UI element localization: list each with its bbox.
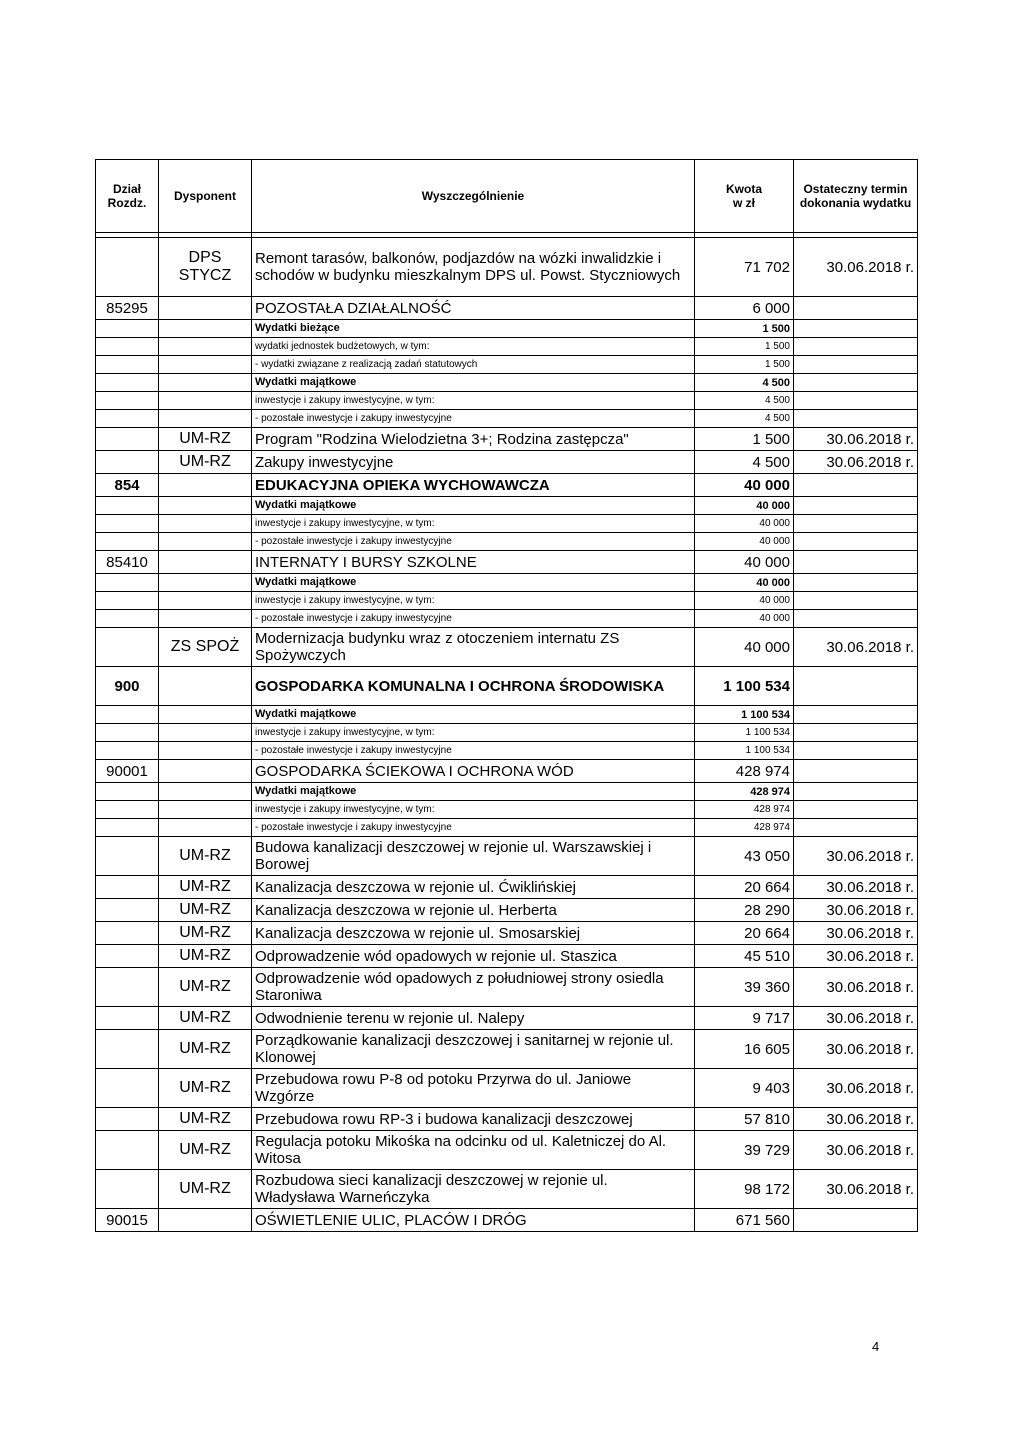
row-dysponent	[159, 533, 252, 551]
row-amount: 428 974	[695, 801, 794, 819]
row-description: Wydatki majątkowe	[252, 374, 695, 392]
row-description: - pozostałe inwestycje i zakupy inwestycyjne	[252, 610, 695, 628]
row-dzial	[96, 945, 159, 968]
row-deadline: 30.06.2018 r.	[794, 922, 918, 945]
row-description: Wydatki majątkowe	[252, 497, 695, 515]
row-dysponent	[159, 574, 252, 592]
row-dzial	[96, 356, 159, 374]
table-row	[96, 899, 918, 922]
table-row	[96, 801, 918, 819]
row-amount: 43 050	[695, 837, 794, 876]
row-dysponent	[159, 410, 252, 428]
row-deadline	[794, 1209, 918, 1232]
table-row	[96, 667, 918, 706]
table-row	[96, 451, 918, 474]
row-dysponent: DPS STYCZ	[159, 238, 252, 297]
row-amount: 28 290	[695, 899, 794, 922]
row-dzial	[96, 610, 159, 628]
row-dzial	[96, 374, 159, 392]
row-deadline	[794, 392, 918, 410]
row-deadline	[794, 610, 918, 628]
row-deadline	[794, 783, 918, 801]
header-dzial: Dział Rozdz.	[96, 160, 159, 233]
row-description: inwestycje i zakupy inwestycyjne, w tym:	[252, 724, 695, 742]
table-row	[96, 876, 918, 899]
row-deadline: 30.06.2018 r.	[794, 451, 918, 474]
table-row	[96, 1170, 918, 1209]
row-amount: 1 500	[695, 320, 794, 338]
row-amount: 45 510	[695, 945, 794, 968]
row-deadline	[794, 760, 918, 783]
row-amount: 16 605	[695, 1030, 794, 1069]
row-dysponent: UM-RZ	[159, 1170, 252, 1209]
row-amount: 4 500	[695, 410, 794, 428]
row-amount: 428 974	[695, 819, 794, 837]
header-termin: Ostateczny termin dokonania wydatku	[794, 160, 918, 233]
row-amount: 4 500	[695, 374, 794, 392]
row-amount: 1 500	[695, 428, 794, 451]
table-row	[96, 706, 918, 724]
row-dzial	[96, 819, 159, 837]
table-row	[96, 837, 918, 876]
row-deadline: 30.06.2018 r.	[794, 1108, 918, 1131]
row-amount: 1 500	[695, 356, 794, 374]
row-deadline	[794, 320, 918, 338]
row-deadline: 30.06.2018 r.	[794, 837, 918, 876]
row-dzial	[96, 706, 159, 724]
table-row	[96, 783, 918, 801]
row-dzial	[96, 783, 159, 801]
row-dzial	[96, 338, 159, 356]
header-wyszczegolnienie: Wyszczególnienie	[252, 160, 695, 233]
row-dysponent	[159, 392, 252, 410]
row-dysponent	[159, 338, 252, 356]
table-row	[96, 592, 918, 610]
row-description: Kanalizacja deszczowa w rejonie ul. Ćwiklińskiej	[252, 876, 695, 899]
row-amount: 57 810	[695, 1108, 794, 1131]
row-description: GOSPODARKA ŚCIEKOWA I OCHRONA WÓD	[252, 760, 695, 783]
row-dzial	[96, 1170, 159, 1209]
row-dzial	[96, 320, 159, 338]
row-dysponent: ZS SPOŻ	[159, 628, 252, 667]
row-dysponent: UM-RZ	[159, 876, 252, 899]
row-deadline	[794, 474, 918, 497]
row-dysponent	[159, 374, 252, 392]
row-deadline: 30.06.2018 r.	[794, 876, 918, 899]
row-dysponent: UM-RZ	[159, 968, 252, 1007]
row-deadline: 30.06.2018 r.	[794, 899, 918, 922]
row-dysponent	[159, 760, 252, 783]
row-description: inwestycje i zakupy inwestycyjne, w tym:	[252, 801, 695, 819]
table-row	[96, 410, 918, 428]
row-deadline	[794, 338, 918, 356]
row-description: Zakupy inwestycyjne	[252, 451, 695, 474]
row-dysponent	[159, 592, 252, 610]
row-amount: 20 664	[695, 876, 794, 899]
table-row	[96, 374, 918, 392]
table-row	[96, 497, 918, 515]
row-amount: 4 500	[695, 392, 794, 410]
row-dysponent	[159, 801, 252, 819]
row-dysponent: UM-RZ	[159, 899, 252, 922]
row-deadline	[794, 667, 918, 706]
row-description: Rozbudowa sieci kanalizacji deszczowej w rejonie ul. Władysława Warneńczyka	[252, 1170, 695, 1209]
table-row	[96, 610, 918, 628]
row-amount: 428 974	[695, 760, 794, 783]
row-dysponent	[159, 783, 252, 801]
row-description: inwestycje i zakupy inwestycyjne, w tym:	[252, 515, 695, 533]
row-amount: 40 000	[695, 474, 794, 497]
table-header-row	[96, 160, 918, 233]
row-description: INTERNATY I BURSY SZKOLNE	[252, 551, 695, 574]
table-body	[96, 238, 918, 1232]
row-amount: 1 100 534	[695, 667, 794, 706]
table-row	[96, 760, 918, 783]
row-dysponent	[159, 610, 252, 628]
row-dysponent: UM-RZ	[159, 1108, 252, 1131]
row-dysponent	[159, 706, 252, 724]
row-dzial	[96, 238, 159, 297]
row-dysponent: UM-RZ	[159, 945, 252, 968]
row-description: Odprowadzenie wód opadowych z południowej strony osiedla Staroniwa	[252, 968, 695, 1007]
table-row	[96, 533, 918, 551]
row-description: Wydatki majątkowe	[252, 706, 695, 724]
row-amount: 39 360	[695, 968, 794, 1007]
row-description: - pozostałe inwestycje i zakupy inwestycyjne	[252, 742, 695, 760]
row-amount: 428 974	[695, 783, 794, 801]
row-dysponent	[159, 320, 252, 338]
row-deadline	[794, 515, 918, 533]
row-amount: 20 664	[695, 922, 794, 945]
row-description: POZOSTAŁA DZIAŁALNOŚĆ	[252, 297, 695, 320]
row-dzial	[96, 1007, 159, 1030]
row-dzial	[96, 899, 159, 922]
row-dzial	[96, 515, 159, 533]
row-amount: 71 702	[695, 238, 794, 297]
row-description: inwestycje i zakupy inwestycyjne, w tym:	[252, 392, 695, 410]
row-description: Program "Rodzina Wielodzietna 3+; Rodzina zastępcza"	[252, 428, 695, 451]
row-dysponent: UM-RZ	[159, 451, 252, 474]
row-deadline: 30.06.2018 r.	[794, 1131, 918, 1170]
row-deadline	[794, 574, 918, 592]
row-description: Odwodnienie terenu w rejonie ul. Nalepy	[252, 1007, 695, 1030]
row-dysponent: UM-RZ	[159, 922, 252, 945]
row-description: GOSPODARKA KOMUNALNA I OCHRONA ŚRODOWISKA	[252, 667, 695, 706]
table-row	[96, 551, 918, 574]
table-row	[96, 1209, 918, 1232]
row-dzial	[96, 410, 159, 428]
row-dzial	[96, 876, 159, 899]
row-dysponent	[159, 474, 252, 497]
row-dysponent	[159, 515, 252, 533]
row-dzial	[96, 592, 159, 610]
row-amount: 98 172	[695, 1170, 794, 1209]
row-description: OŚWIETLENIE ULIC, PLACÓW I DRÓG	[252, 1209, 695, 1232]
row-deadline: 30.06.2018 r.	[794, 1007, 918, 1030]
row-amount: 1 100 534	[695, 706, 794, 724]
row-deadline: 30.06.2018 r.	[794, 945, 918, 968]
row-deadline	[794, 533, 918, 551]
table-row	[96, 320, 918, 338]
table-row	[96, 1131, 918, 1170]
table-row	[96, 297, 918, 320]
row-description: wydatki jednostek budżetowych, w tym:	[252, 338, 695, 356]
row-deadline	[794, 592, 918, 610]
table-row	[96, 238, 918, 297]
row-description: - wydatki związane z realizacją zadań statutowych	[252, 356, 695, 374]
table-row	[96, 356, 918, 374]
row-amount: 39 729	[695, 1131, 794, 1170]
table-row	[96, 338, 918, 356]
row-dzial	[96, 1030, 159, 1069]
table-row	[96, 742, 918, 760]
row-dysponent	[159, 724, 252, 742]
row-deadline	[794, 410, 918, 428]
table-row	[96, 819, 918, 837]
row-dzial: 90001	[96, 760, 159, 783]
table-row	[96, 474, 918, 497]
row-amount: 40 000	[695, 574, 794, 592]
row-description: - pozostałe inwestycje i zakupy inwestycyjne	[252, 819, 695, 837]
row-deadline	[794, 801, 918, 819]
row-description: Odprowadzenie wód opadowych w rejonie ul. Staszica	[252, 945, 695, 968]
row-dzial	[96, 451, 159, 474]
row-amount: 4 500	[695, 451, 794, 474]
row-dysponent: UM-RZ	[159, 428, 252, 451]
row-amount: 671 560	[695, 1209, 794, 1232]
row-dysponent	[159, 667, 252, 706]
row-deadline	[794, 706, 918, 724]
row-amount: 40 000	[695, 628, 794, 667]
row-dysponent	[159, 497, 252, 515]
table-row	[96, 1030, 918, 1069]
row-dzial: 85410	[96, 551, 159, 574]
row-description: Wydatki bieżące	[252, 320, 695, 338]
row-description: Przebudowa rowu RP-3 i budowa kanalizacji deszczowej	[252, 1108, 695, 1131]
row-amount: 40 000	[695, 610, 794, 628]
row-dysponent	[159, 356, 252, 374]
row-dzial	[96, 497, 159, 515]
table-row	[96, 945, 918, 968]
row-amount: 40 000	[695, 592, 794, 610]
row-description: Kanalizacja deszczowa w rejonie ul. Smosarskiej	[252, 922, 695, 945]
table-row	[96, 392, 918, 410]
page-number: 4	[872, 1339, 880, 1354]
row-deadline	[794, 551, 918, 574]
row-amount: 40 000	[695, 533, 794, 551]
row-deadline	[794, 742, 918, 760]
row-dysponent	[159, 819, 252, 837]
row-description: Regulacja potoku Mikośka na odcinku od ul. Kaletniczej do Al. Witosa	[252, 1131, 695, 1170]
row-amount: 9 403	[695, 1069, 794, 1108]
row-dysponent	[159, 1209, 252, 1232]
budget-table	[95, 159, 918, 1232]
table-row	[96, 428, 918, 451]
row-dzial	[96, 392, 159, 410]
row-dzial	[96, 428, 159, 451]
row-deadline	[794, 724, 918, 742]
row-deadline: 30.06.2018 r.	[794, 628, 918, 667]
row-dzial	[96, 1131, 159, 1170]
table-row	[96, 968, 918, 1007]
table-row	[96, 515, 918, 533]
row-dysponent: UM-RZ	[159, 1069, 252, 1108]
row-dzial	[96, 724, 159, 742]
table-row	[96, 628, 918, 667]
row-deadline: 30.06.2018 r.	[794, 1170, 918, 1209]
row-dysponent: UM-RZ	[159, 1030, 252, 1069]
table-row	[96, 724, 918, 742]
row-dzial	[96, 574, 159, 592]
row-description: Modernizacja budynku wraz z otoczeniem internatu ZS Spożywczych	[252, 628, 695, 667]
row-deadline: 30.06.2018 r.	[794, 238, 918, 297]
row-dysponent	[159, 742, 252, 760]
row-amount: 6 000	[695, 297, 794, 320]
row-amount: 1 500	[695, 338, 794, 356]
row-dzial: 900	[96, 667, 159, 706]
row-dysponent: UM-RZ	[159, 1007, 252, 1030]
table-row	[96, 1007, 918, 1030]
row-description: Wydatki majątkowe	[252, 574, 695, 592]
row-deadline	[794, 374, 918, 392]
row-dzial	[96, 922, 159, 945]
row-description: Przebudowa rowu P-8 od potoku Przyrwa do ul. Janiowe Wzgórze	[252, 1069, 695, 1108]
row-dzial	[96, 1108, 159, 1131]
header-dysponent: Dysponent	[159, 160, 252, 233]
row-dzial	[96, 801, 159, 819]
row-dysponent	[159, 297, 252, 320]
row-deadline	[794, 819, 918, 837]
row-amount: 40 000	[695, 515, 794, 533]
row-amount: 40 000	[695, 497, 794, 515]
table-row	[96, 1069, 918, 1108]
row-dzial	[96, 742, 159, 760]
row-description: Kanalizacja deszczowa w rejonie ul. Herberta	[252, 899, 695, 922]
row-dysponent: UM-RZ	[159, 837, 252, 876]
row-amount: 1 100 534	[695, 742, 794, 760]
row-deadline: 30.06.2018 r.	[794, 968, 918, 1007]
table-row	[96, 922, 918, 945]
row-description: Budowa kanalizacji deszczowej w rejonie ul. Warszawskiej i Borowej	[252, 837, 695, 876]
row-deadline	[794, 356, 918, 374]
row-description: - pozostałe inwestycje i zakupy inwestycyjne	[252, 410, 695, 428]
row-dzial: 90015	[96, 1209, 159, 1232]
row-amount: 40 000	[695, 551, 794, 574]
row-dysponent	[159, 551, 252, 574]
row-dzial	[96, 1069, 159, 1108]
row-deadline: 30.06.2018 r.	[794, 1030, 918, 1069]
row-deadline: 30.06.2018 r.	[794, 428, 918, 451]
row-deadline: 30.06.2018 r.	[794, 1069, 918, 1108]
row-deadline	[794, 297, 918, 320]
table-row	[96, 1108, 918, 1131]
header-kwota: Kwota w zł	[695, 160, 794, 233]
row-dzial: 854	[96, 474, 159, 497]
row-description: inwestycje i zakupy inwestycyjne, w tym:	[252, 592, 695, 610]
row-description: Remont tarasów, balkonów, podjazdów na wózki inwalidzkie i schodów w budynku mieszkalnym DPS ul. Powst. Styczniowych	[252, 238, 695, 297]
row-deadline	[794, 497, 918, 515]
row-dzial	[96, 837, 159, 876]
row-description: - pozostałe inwestycje i zakupy inwestycyjne	[252, 533, 695, 551]
row-dzial	[96, 968, 159, 1007]
row-dysponent: UM-RZ	[159, 1131, 252, 1170]
row-dzial	[96, 533, 159, 551]
row-description: Porządkowanie kanalizacji deszczowej i sanitarnej w rejonie ul. Klonowej	[252, 1030, 695, 1069]
row-description: EDUKACYJNA OPIEKA WYCHOWAWCZA	[252, 474, 695, 497]
row-dzial	[96, 628, 159, 667]
row-amount: 9 717	[695, 1007, 794, 1030]
table-row	[96, 574, 918, 592]
row-dzial: 85295	[96, 297, 159, 320]
row-amount: 1 100 534	[695, 724, 794, 742]
row-description: Wydatki majątkowe	[252, 783, 695, 801]
